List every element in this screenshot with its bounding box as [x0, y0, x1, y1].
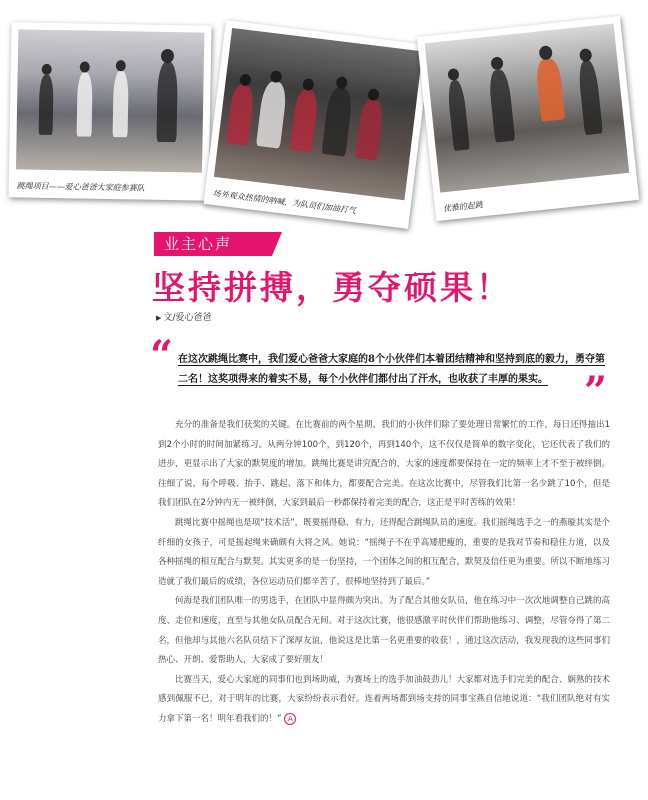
article-body — [158, 416, 610, 730]
article-paragraph: 充分的准备是我们获奖的关键。在比赛前的两个星期，我们的小伙伴们除了要处理日常繁忙的工作，每日还得抽出1到2个小时的时间加紧练习。从两分钟100个，到120个，再到140个，这不仅仅是简单的数字变化，它还代表了我们的进步，更显示出了大家的默契度的增加。跳绳比赛是讲究配合的，大家的速度都要保持在一定的频率上才不至于被绊倒。往细了说，每个呼吸、抬手、跳起、落下和体力，都要配合完美。在这次比赛中，尽管我们比第一名少跳了10个，但是我们团队在2分钟内无一被绊倒，大家到最后一秒都保持着完美的配合，这正是平时苦练的效果！ — [158, 420, 610, 509]
photo-cheering-spectators — [203, 20, 430, 229]
photo-caption: 跳绳项目——爱心爸爸大家庭参赛队 — [16, 181, 145, 193]
byline-text: 文/爱心爸爸 — [163, 313, 212, 323]
open-quote-icon: “ — [150, 332, 174, 379]
article-paragraph — [158, 671, 610, 730]
photo-image — [214, 28, 423, 200]
photo-graceful-jump — [417, 16, 639, 221]
triangle-icon: ▶ — [156, 314, 162, 322]
section-tag: 业主心声 — [154, 232, 272, 256]
pull-quote — [178, 350, 614, 390]
article-paragraph-text: 比赛当天，爱心大家庭的同事们也到场助威，为赛场上的选手加油鼓劲儿！大家都对选手们完美的配合、娴熟的技术感到佩服不已，对于明年的比赛，大家纷纷表示看好。连着两场都到场支持的同事宝燕自信地说道：“我们团队绝对有实力拿下第一名！明年看我们的！” — [158, 674, 610, 724]
close-quote-icon: ” — [584, 368, 608, 415]
page-title: 坚持拼搏，勇夺硕果！ — [152, 268, 512, 307]
article-paragraph: 跳绳比赛中摇绳也是项“技术活”，既要摇得稳、有力，还得配合跳绳队员的速度。我们摇绳选手之一的燕璇其实是个纤细的女孩子，可是摇起绳来确颇有大将之风。她说：“摇绳子不在乎高矮肥瘦的，重要的是我对节奏和稳住力道，以及各种摇绳的相互配合与默契。其实更多的是一份坚持，一个团体之间的相互配合，默契及信任更为重要。所以不断地练习造就了我们最后的成绩，各位运动员们都辛苦了，很棒地坚持到了最后。” — [158, 517, 610, 587]
byline — [156, 310, 211, 323]
photo-image — [16, 29, 204, 172]
photo-caption: 场外观众热情的呐喊，为队员们加油打气 — [212, 188, 357, 216]
photo-rope-skipping-team — [8, 22, 211, 200]
photo-image — [425, 24, 630, 193]
pull-quote-text: 在这次跳绳比赛中，我们爱心爸爸大家庭的8个小伙伴们本着团结精神和坚持到底的毅力，勇夺第二名！这奖项得来的着实不易，每个小伙伴们都付出了汗水，也收获了丰厚的果实。 — [178, 354, 605, 385]
photo-caption: 优雅的起跳 — [442, 200, 484, 214]
article-paragraph: 何海是我们团队唯一的男选手，在团队中显得颇为突出。为了配合其他女队员，他在练习中一次次地调整自己跳的高度、走位和速度，直至与其他女队员配合无间。对于这次比赛，他很感激平时伙伴们帮助他练习、调整，尽管夺得了第二名，但他却与其他六名队员结下了深厚友谊，他说这是比第一名更重要的收获！，通过这次活动，我发现我的这些同事们热心、开朗、爱帮助人，大家成了要好朋友！ — [158, 596, 610, 666]
end-mark-icon: A — [284, 713, 296, 725]
